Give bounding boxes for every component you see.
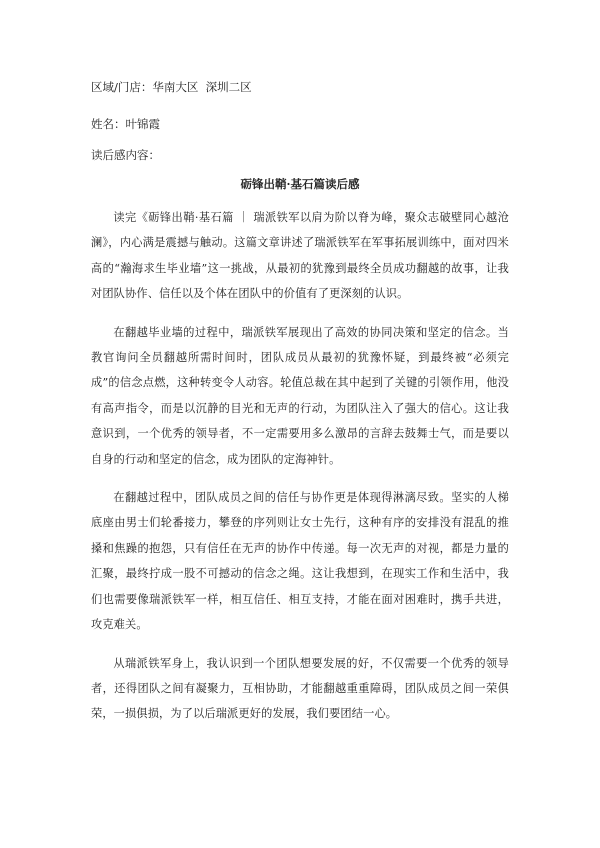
name-value: 叶锦霞 (125, 117, 160, 131)
name-line (91, 116, 160, 132)
name-label: 姓名： (91, 117, 126, 131)
region-value: 华南大区 深圳二区 (152, 80, 252, 94)
region-label: 区域/门店： (91, 80, 153, 94)
paragraph-3: 在翻越过程中，团队成员之间的信任与协作更是体现得淋漓尽致。坚实的人梯底座由男士们轮番接力，攀登的序列则让女士先行，这种有序的安排没有混乱的推搡和焦躁的抱怨，只有信任在无声的协作中传递。每一次无声的对视，都是力量的汇聚，最终拧成一股不可撼动的信念之绳。这让我想到，在现实工作和生活中，我们也需要像瑞派铁军一样，相互信任、相互支持，才能在面对困难时，携手共进，攻克难关。 (91, 491, 509, 632)
paragraph-2: 在翻越毕业墙的过程中，瑞派铁军展现出了高效的协同决策和坚定的信念。当教官询问全员翻越所需时间时，团队成员从最初的犹豫怀疑，到最终被“必须完成”的信念点燃，这种转变令人动容。轮值总裁在其中起到了关键的引领作用，他没有高声指令，而是以沉静的目光和无声的行动，为团队注入了强大的信心。这让我意识到，一个优秀的领导者，不一定需要用多么激昂的言辞去鼓舞士气，而是要以自身的行动和坚定的信念，成为团队的定海神针。 (91, 325, 509, 466)
paragraph-4: 从瑞派铁军身上，我认识到一个团队想要发展的好，不仅需要一个优秀的领导者，还得团队之间有凝聚力，互相协助，才能翻越重重障碍，团队成员之间一荣俱荣，一损俱损，为了以后瑞派更好的发展，我们要团结一心。 (91, 656, 509, 721)
region-store-line (91, 79, 252, 95)
paragraph-1: 读完《砺锋出鞘·基石篇 ｜ 瑞派铁军以肩为阶以脊为峰，聚众志破壁同心越沧澜》，内心满是震撼与触动。这篇文章讲述了瑞派铁军在军事拓展训练中，面对四米高的“瀚海求生毕业墙”这一挑战，从最初的犹豫到最终全员成功翻越的故事，让我对团队协作、信任以及个体在团队中的价值有了更深刻的认识。 (91, 211, 509, 301)
article-title: 砺锋出鞘·基石篇读后感 (240, 177, 360, 191)
content-label: 读后感内容： (91, 148, 160, 162)
article-body (91, 205, 509, 740)
